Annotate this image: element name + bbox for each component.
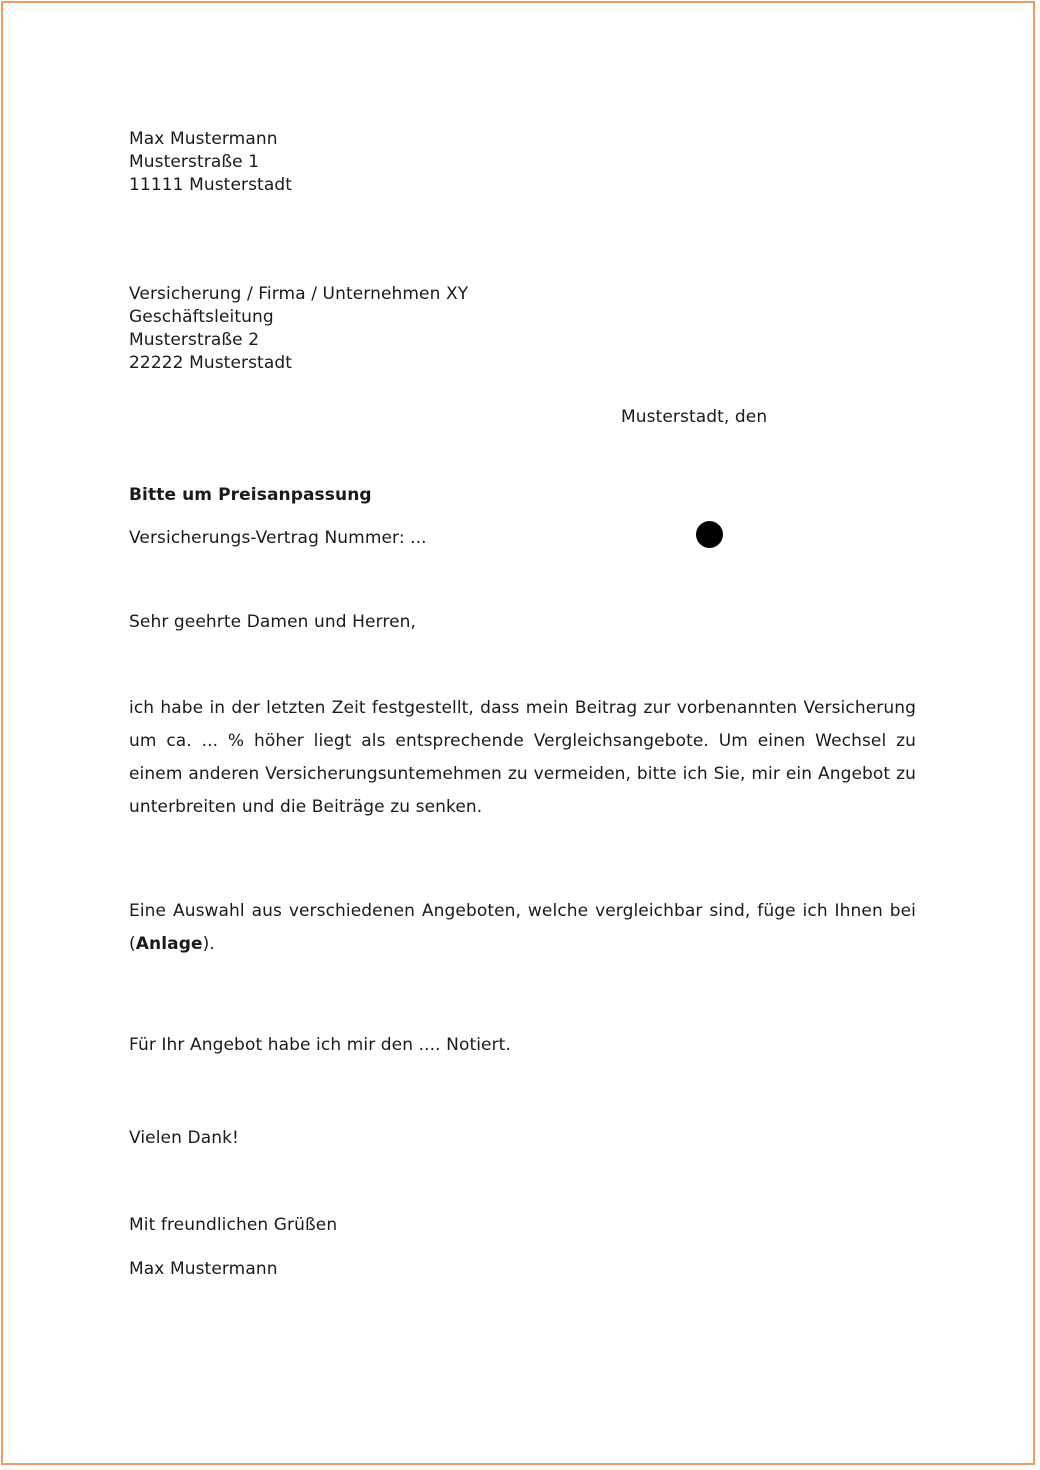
black-dot-mark — [696, 521, 723, 548]
attachment-label: Anlage — [135, 934, 203, 954]
salutation: Sehr geehrte Damen und Herren, — [129, 612, 417, 632]
paragraph-2-end: ). — [202, 934, 215, 954]
place-date: Musterstadt, den — [621, 407, 768, 427]
letter-page — [1, 1, 1035, 1465]
sender-name: Max Mustermann — [129, 129, 278, 149]
recipient-street: Musterstraße 2 — [129, 330, 260, 350]
body-paragraph-3: Für Ihr Angebot habe ich mir den .... Notiert. — [129, 1035, 511, 1055]
body-paragraph-1: ich habe in der letzten Zeit festgestellt, dass mein Beitrag zur vorbenannten Versicherung um ca. ... % höher liegt als entsprechende Vergleichsangebote. Um einen Wechsel zu einem anderen Versicherungsuntemehmen zu vermeiden, bitte ich Sie, mir ein Angebot zu unterbreiten und die Beiträge zu senken. — [129, 698, 916, 817]
closing-line: Mit freundlichen Grüßen — [129, 1215, 338, 1235]
sender-street: Musterstraße 1 — [129, 152, 260, 172]
sender-city: 11111 Musterstadt — [129, 175, 292, 195]
recipient-department: Geschäftsleitung — [129, 307, 274, 327]
thanks-line: Vielen Dank! — [129, 1128, 239, 1148]
recipient-city: 22222 Musterstadt — [129, 353, 292, 373]
paragraph-2-text: Eine Auswahl aus verschiedenen Angeboten, welche vergleichbar sind, füge ich Ihnen bei ( — [129, 901, 916, 954]
signature-name: Max Mustermann — [129, 1259, 278, 1279]
body-paragraph-2 — [129, 895, 916, 961]
recipient-company: Versicherung / Firma / Unternehmen XY — [129, 284, 469, 304]
subject-line: Bitte um Preisanpassung — [129, 485, 372, 505]
contract-number-line: Versicherungs-Vertrag Nummer: ... — [129, 528, 427, 548]
